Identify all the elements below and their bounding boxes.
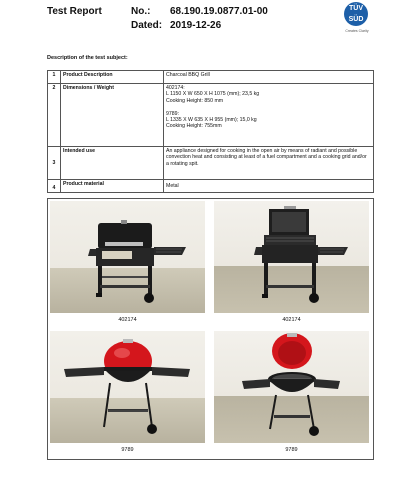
report-no-value: 68.190.19.0877.01-00 [170, 6, 268, 17]
row-number: 4 [48, 180, 61, 193]
photo-kettle-grill-open [214, 331, 369, 443]
value-line: Metal [166, 182, 179, 189]
photo-caption: 9789 [285, 447, 298, 453]
kettle-grill-closed-icon [50, 331, 205, 443]
barrel-grill-front-icon [50, 201, 205, 313]
value-line: Cooking Height: 755mm [166, 123, 222, 130]
row-value [164, 71, 374, 84]
report-dated-label: Dated: [131, 20, 163, 31]
row-value [164, 180, 374, 193]
tuv-logo [337, 2, 377, 38]
row-number: 3 [48, 147, 61, 180]
row-number: 2 [48, 84, 61, 147]
spec-table [47, 70, 374, 193]
value-line: 402174: [166, 85, 185, 91]
table-row [48, 71, 374, 84]
row-label: Product material [61, 180, 164, 193]
row-value [164, 147, 374, 180]
photo-caption: 402174 [282, 317, 301, 323]
value-line: Charcoal BBQ Grill [166, 72, 210, 78]
value-line: An appliance designed for cooking in the open air by means of radiant and possible convection heat and consisting at least of a fuel compartment and a cooking grid and/or a rotating spit. [166, 148, 367, 167]
photo-barrel-grill-open [214, 201, 369, 313]
photo-grid [47, 198, 374, 460]
value-line: 9789: [166, 110, 179, 117]
row-label: Product Description [61, 71, 164, 84]
photo-kettle-grill-closed [50, 331, 205, 443]
report-title: Test Report [47, 6, 102, 17]
value-line: L 1150 X W 650 X H 1075 (mm); 23,5 kg [166, 91, 260, 98]
report-dated-value: 2019-12-26 [170, 20, 222, 31]
table-row [48, 147, 374, 180]
barrel-grill-open-icon [214, 201, 369, 313]
section-title: Description of the test subject: [47, 55, 128, 61]
row-value [164, 84, 374, 147]
row-number: 1 [48, 71, 61, 84]
value-line: L 1335 X W 635 X H 955 (mm); 15,0 kg [166, 117, 257, 124]
row-label: Intended use [61, 147, 164, 180]
tuv-logo-tagline: Creates Clarity [345, 29, 369, 33]
photo-caption: 9789 [121, 447, 134, 453]
row-label: Dimensions / Weight [61, 84, 164, 147]
tuv-logo-icon: TÜV SÜD [344, 2, 368, 26]
table-row [48, 180, 374, 193]
kettle-grill-open-icon [214, 331, 369, 443]
photo-barrel-grill-front [50, 201, 205, 313]
value-line: Cooking Height: 850 mm [166, 97, 224, 104]
report-no-label: No.: [131, 6, 151, 17]
table-row [48, 84, 374, 147]
photo-caption: 402174 [118, 317, 137, 323]
